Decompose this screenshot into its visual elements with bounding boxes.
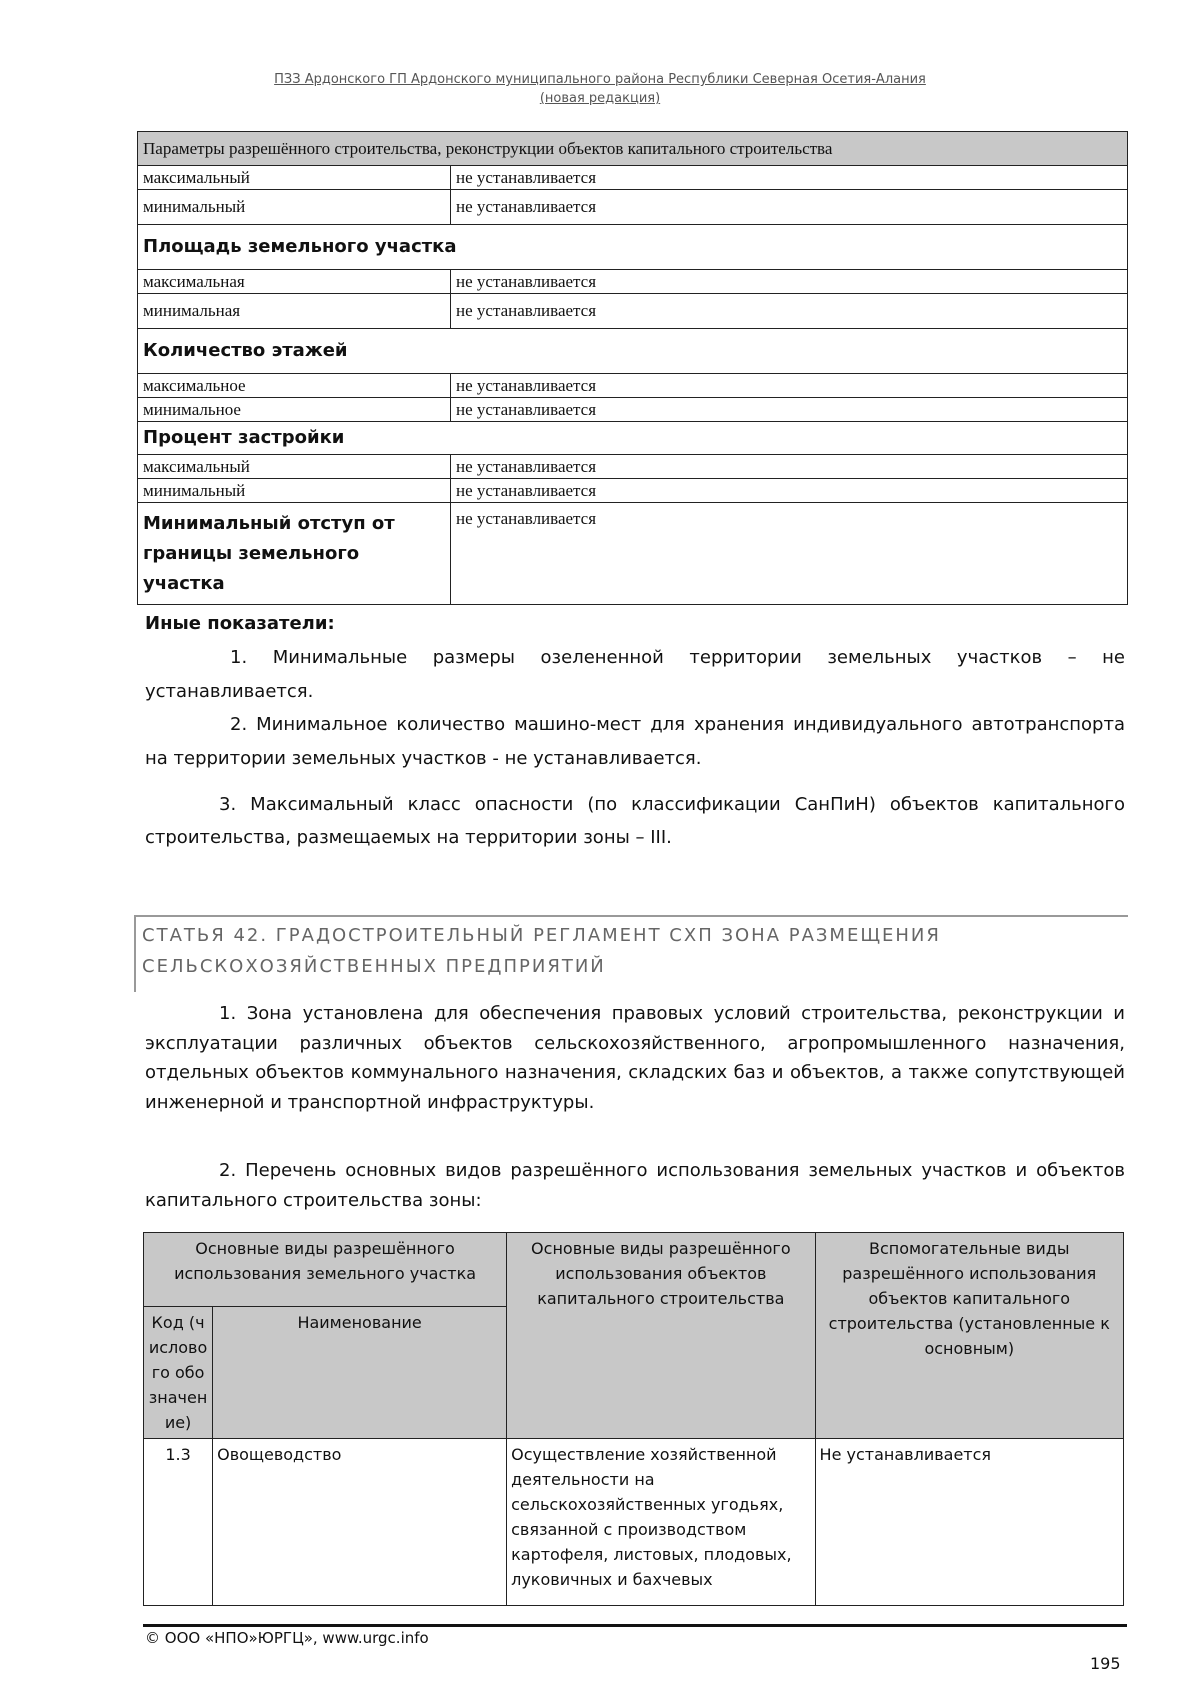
row-label: максимальный — [138, 455, 451, 479]
row-value: не устанавливается — [451, 503, 1128, 605]
indent-label-line-2: границы земельного — [143, 543, 360, 564]
table-row — [138, 503, 1128, 605]
row-label: минимальная — [138, 294, 451, 329]
permitted-uses-table — [143, 1232, 1124, 1606]
article-heading — [134, 915, 1128, 992]
row-value: не устанавливается — [451, 374, 1128, 398]
section-heading-area: Площадь земельного участка — [138, 225, 1128, 270]
parameters-table-title: Параметры разрешённого строительства, реконструкции объектов капитального строительства — [138, 132, 1128, 166]
table-row — [138, 294, 1128, 329]
parameters-table — [137, 131, 1128, 605]
row-value: не устанавливается — [451, 190, 1128, 225]
table-row — [138, 398, 1128, 422]
col-header-main-uses: Основные виды разрешённого использования объектов капитального строительства — [507, 1233, 815, 1439]
row-label: минимальное — [138, 398, 451, 422]
paragraph-1: 1. Зона установлена для обеспечения правовых условий строительства, реконструкции и эксплуатации различных объектов сельскохозяйственного, агропромышленного назначения, отдельных объектов коммунального назначения, складских баз и объектов, а также сопутствующей инженерной и транспортной инфраструктуры. — [145, 1003, 1125, 1113]
indent-label — [138, 503, 451, 605]
paragraph-2: 2. Перечень основных видов разрешённого использования земельных участков и объектов капитального строительства зоны: — [145, 1160, 1125, 1211]
other-indicators-label: Иные показатели: — [145, 613, 335, 634]
col-header-name: Наименование — [213, 1307, 507, 1439]
page-number: 195 — [1090, 1654, 1121, 1673]
table-row — [138, 479, 1128, 503]
table-row — [144, 1439, 1124, 1606]
footer-divider — [143, 1624, 1127, 1627]
indent-label-line-3: участка — [143, 573, 225, 594]
section-heading-floors: Количество этажей — [138, 329, 1128, 374]
row-label: минимальный — [138, 479, 451, 503]
row-value: не устанавливается — [451, 270, 1128, 294]
article-heading-line-2: СЕЛЬСКОХОЗЯЙСТВЕННЫХ ПРЕДПРИЯТИЙ — [142, 956, 606, 977]
cell-main-use: Осуществление хозяйственной деятельности на сельскохозяйственных угодьях, связанной с производством картофеля, листовых, плодовых, луковичных и бахчевых — [507, 1439, 815, 1606]
cell-aux-use: Не устанавливается — [815, 1439, 1123, 1606]
row-value: не устанавливается — [451, 398, 1128, 422]
running-header — [0, 70, 1200, 108]
row-value: не устанавливается — [451, 294, 1128, 329]
col-header-aux-uses: Вспомогательные виды разрешённого использования объектов капитального строительства (установленные к основным) — [815, 1233, 1123, 1439]
other-item-2: 2. Минимальное количество машино-мест для хранения индивидуального автотранспорта на территории земельных участков - не устанавливается. — [145, 714, 1125, 769]
table-row — [138, 190, 1128, 225]
row-value: не устанавливается — [451, 455, 1128, 479]
other-item-3: 3. Максимальный класс опасности (по классификации СанПиН) объектов капитального строительства, размещаемых на территории зоны – III. — [145, 794, 1125, 848]
row-value: не устанавливается — [451, 479, 1128, 503]
row-value: не устанавливается — [451, 166, 1128, 190]
section-heading-coverage: Процент застройки — [138, 422, 1128, 455]
table-row — [138, 455, 1128, 479]
cell-name: Овощеводство — [213, 1439, 507, 1606]
cell-code: 1.3 — [144, 1439, 213, 1606]
row-label: максимальный — [138, 166, 451, 190]
other-item-1: 1. Минимальные размеры озелененной территории земельных участков – не устанавливается. — [145, 647, 1125, 702]
row-label: максимальная — [138, 270, 451, 294]
col-header-land-uses: Основные виды разрешённого использования земельного участка — [144, 1233, 507, 1307]
row-label: минимальный — [138, 190, 451, 225]
row-label: максимальное — [138, 374, 451, 398]
footer-copyright: © ООО «НПО»ЮРГЦ», www.urgc.info — [145, 1629, 429, 1647]
article-heading-line-1: СТАТЬЯ 42. ГРАДОСТРОИТЕЛЬНЫЙ РЕГЛАМЕНТ СХП ЗОНА РАЗМЕЩЕНИЯ — [142, 925, 941, 946]
col-header-code: Код (числового обозначение) — [144, 1307, 213, 1439]
indent-label-line-1: Минимальный отступ от — [143, 513, 395, 534]
header-line-2: (новая редакция) — [539, 91, 661, 106]
table-row — [138, 270, 1128, 294]
table-row — [138, 166, 1128, 190]
header-line-1: ПЗЗ Ардонского ГП Ардонского муниципального района Республики Северная Осетия-Алания — [274, 72, 926, 87]
table-row — [138, 374, 1128, 398]
